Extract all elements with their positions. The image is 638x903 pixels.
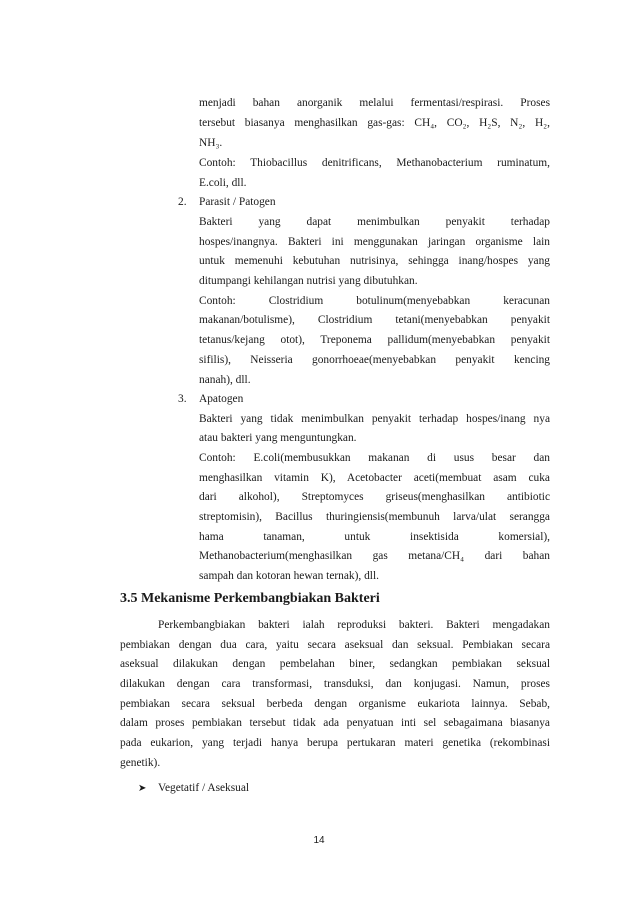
item2-number: 2. — [178, 196, 187, 208]
paragraph-line: pembiakan secara seksual berbeda dengan organisme eukariota lainnya. Sebab, — [120, 698, 550, 710]
item2-line: Bakteri yang dapat menimbulkan penyakit terhadap — [199, 216, 550, 228]
item1-line-5: E.coli, dll. — [199, 177, 247, 189]
page-number: 14 — [313, 835, 325, 846]
item1-line-2: tersebut biasanya menghasilkan gas-gas: CH₄, CO₂, H₂S, N₂, H₂, — [199, 117, 550, 129]
paragraph-line: pada eukarion, yang terjadi hanya berupa pertukaran materi genetika (rekombinasi — [120, 737, 550, 749]
paragraph-line: genetik). — [120, 757, 161, 769]
item2-line: tetanus/kejang otot), Treponema pallidum(menyebabkan penyakit — [199, 334, 550, 346]
paragraph-line: aseksual dilakukan dengan pembelahan biner, sedangkan pembiakan seksual — [120, 658, 550, 670]
bullet-item — [138, 781, 249, 796]
item3-line: Methanobacterium(menghasilkan gas metana/CH₄ dari bahan — [199, 550, 550, 562]
item3-line: Bakteri yang tidak menimbulkan penyakit terhadap hospes/inang nya — [199, 413, 550, 425]
item3-line: atau bakteri yang menguntungkan. — [199, 432, 357, 444]
item2-line: Contoh: Clostridium botulinum(menyebabkan keracunan — [199, 295, 550, 307]
item1-line-3: NH₃. — [199, 137, 223, 149]
bullet-text: Vegetatif / Aseksual — [158, 782, 250, 794]
item3-line: streptomisin), Bacillus thuringiensis(membunuh larva/ulat serangga — [199, 511, 550, 523]
arrow-bullet-icon: ➤ — [138, 783, 147, 794]
item2-line: untuk memenuhi kebutuhan nutrisinya, sehingga inang/hospes yang — [199, 255, 550, 267]
item2-line: nanah), dll. — [199, 374, 251, 386]
item3-title: Apatogen — [199, 393, 244, 405]
item2-line: hospes/inangnya. Bakteri ini menggunakan jaringan organisme lain — [199, 236, 550, 248]
section-heading: 3.5 Mekanisme Perkembangbiakan Bakteri — [120, 591, 380, 606]
item3-line: dari alkohol), Streptomyces griseus(menghasilkan antibiotic — [199, 491, 550, 503]
item3-line: sampah dan kotoran hewan ternak), dll. — [199, 570, 379, 582]
item3-line: hama tanaman, untuk insektisida komersial), — [199, 531, 550, 543]
paragraph-line: dalam proses pembiakan tersebut tidak ada penyatuan inti sel sebagaimana biasanya — [120, 717, 550, 729]
item2-line: makanan/botulisme), Clostridium tetani(menyebabkan penyakit — [199, 314, 550, 326]
item3-line: menghasilkan vitamin K), Acetobacter aceti(membuat asam cuka — [199, 472, 550, 484]
item1-line-4: Contoh: Thiobacillus denitrificans, Methanobacterium ruminatum, — [199, 157, 550, 169]
paragraph-line: dilakukan dengan cara transformasi, transduksi, dan konjugasi. Namun, proses — [120, 678, 550, 690]
paragraph-line: pembiakan dengan dua cara, yaitu secara aseksual dan seksual. Pembiakan secara — [120, 639, 550, 651]
item2-line: sifilis), Neisseria gonorrhoeae(menyebabkan penyakit kencing — [199, 354, 550, 366]
item2-title: Parasit / Patogen — [199, 196, 276, 208]
item3-line: Contoh: E.coli(membusukkan makanan di usus besar dan — [199, 452, 550, 464]
item3-number: 3. — [178, 393, 187, 405]
paragraph-line: Perkembangbiakan bakteri ialah reproduksi bakteri. Bakteri mengadakan — [158, 619, 550, 631]
item1-line-1: menjadi bahan anorganik melalui fermentasi/respirasi. Proses — [199, 97, 550, 109]
item2-line: ditumpangi kehilangan nutrisi yang dibutuhkan. — [199, 275, 418, 287]
